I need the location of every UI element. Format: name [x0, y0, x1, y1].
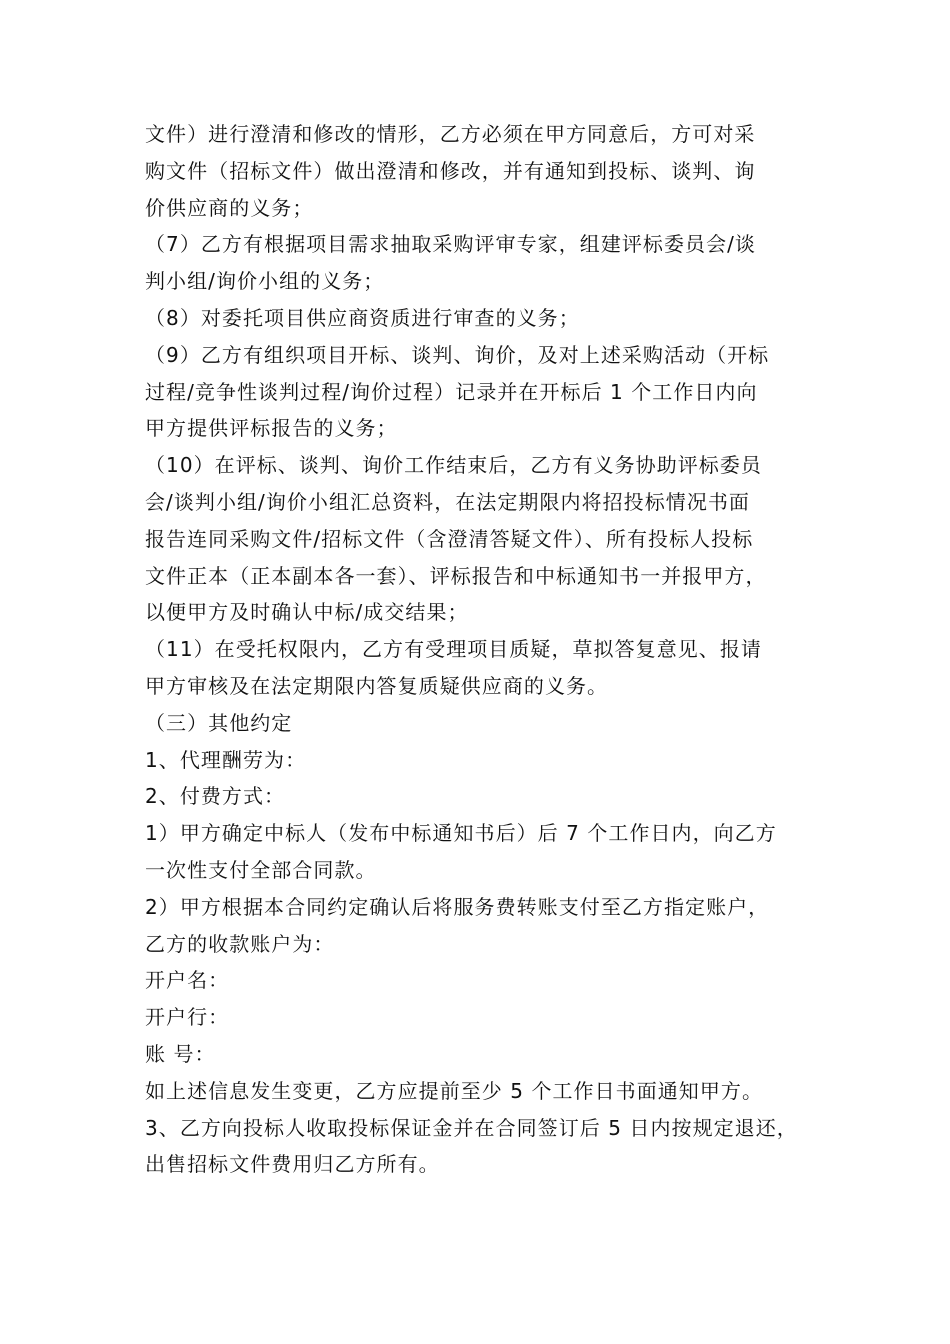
- bank-label: 开户行：: [145, 1005, 230, 1030]
- text-line: 出售招标文件费用归乙方所有。: [145, 1152, 440, 1177]
- text-line: 以便甲方及时确认中标/成交结果；: [145, 600, 469, 625]
- text-line: 购文件（招标文件）做出澄清和修改，并有通知到投标、谈判、询: [145, 158, 756, 183]
- text-line: 甲方审核及在法定期限内答复质疑供应商的义务。: [145, 673, 609, 698]
- text-line: 价供应商的义务；: [145, 195, 314, 220]
- text-line: 报告连同采购文件/招标文件（含澄清答疑文件）、所有投标人投标: [145, 526, 754, 551]
- text-line: 一次性支付全部合同款。: [145, 857, 377, 882]
- clause-7: （7）乙方有根据项目需求抽取采购评审专家，组建评标委员会/谈: [145, 232, 756, 257]
- text-line: 判小组/询价小组的义务；: [145, 269, 385, 294]
- text-line: 过程/竞争性谈判过程/询价过程）记录并在开标后 1 个工作日内向: [145, 379, 758, 404]
- clause-11: （11）在受托权限内，乙方有受理项目质疑，草拟答复意见、报请: [145, 637, 762, 662]
- clause-9: （9）乙方有组织项目开标、谈判、询价，及对上述采购活动（开标: [145, 342, 770, 367]
- text-line: 文件正本（正本副本各一套）、评标报告和中标通知书一并报甲方，: [145, 563, 767, 588]
- account-name-label: 开户名：: [145, 968, 230, 993]
- change-notice: 如上述信息发生变更，乙方应提前至少 5 个工作日书面通知甲方。: [145, 1078, 763, 1103]
- section-heading-other: （三）其他约定: [145, 710, 293, 735]
- clause-10: （10）在评标、谈判、询价工作结束后，乙方有义务协助评标委员: [145, 453, 762, 478]
- payment-step-1: 1）甲方确定中标人（发布中标通知书后）后 7 个工作日内，向乙方: [145, 821, 777, 846]
- item-deposit: 3、乙方向投标人收取投标保证金并在合同签订后 5 日内按规定退还，: [145, 1115, 798, 1140]
- text-line: 会/谈判小组/询价小组汇总资料，在法定期限内将招投标情况书面: [145, 489, 750, 514]
- text-line: 文件）进行澄清和修改的情形，乙方必须在甲方同意后，方可对采: [145, 122, 756, 146]
- text-line: 甲方提供评标报告的义务；: [145, 416, 398, 441]
- payment-step-2: 2）甲方根据本合同约定确认后将服务费转账支付至乙方指定账户，: [145, 894, 770, 919]
- item-payment-method: 2、付费方式：: [145, 784, 286, 809]
- account-number-label: 账 号：: [145, 1041, 216, 1066]
- clause-8: （8）对委托项目供应商资质进行审查的义务；: [145, 305, 580, 330]
- text-line: 乙方的收款账户为：: [145, 931, 335, 956]
- document-body: [145, 116, 825, 1183]
- item-fee: 1、代理酬劳为：: [145, 747, 307, 772]
